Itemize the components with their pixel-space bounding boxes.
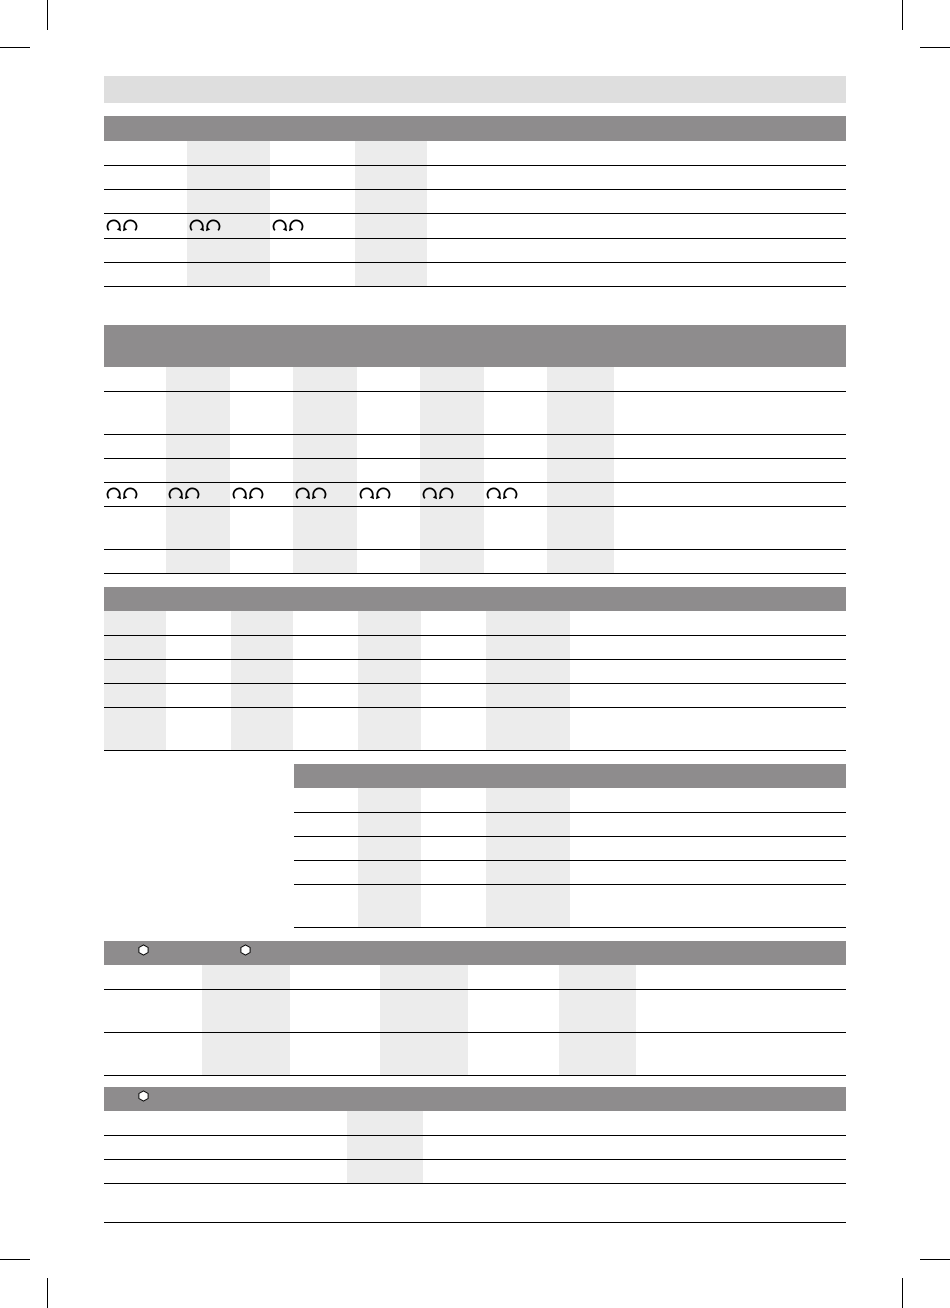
table-cell <box>420 367 484 391</box>
table-cell <box>230 391 293 434</box>
table-cell <box>355 189 427 213</box>
table-cell <box>427 189 846 213</box>
table-cell <box>486 707 570 750</box>
table-cell <box>358 611 421 635</box>
table-cell <box>358 707 421 750</box>
table-cell <box>270 189 355 213</box>
section-header <box>294 764 846 788</box>
table-cell <box>420 549 484 573</box>
table-cell <box>270 213 355 238</box>
table-row <box>104 238 846 262</box>
table-cell <box>486 611 570 635</box>
table-cell <box>202 965 290 989</box>
table-cell <box>293 434 357 458</box>
table-cell <box>421 860 486 884</box>
table-row <box>104 165 846 189</box>
table-cell <box>484 367 547 391</box>
table-cell <box>421 836 486 860</box>
table-cell <box>230 458 293 482</box>
table-cell <box>202 989 290 1032</box>
table-cell <box>166 434 230 458</box>
table-row <box>104 707 846 750</box>
table-cell <box>104 707 166 750</box>
table-cell <box>420 506 484 549</box>
table-row <box>104 262 846 286</box>
table-cell <box>427 262 846 286</box>
table-cell <box>547 391 614 434</box>
table-cell <box>104 635 166 659</box>
crop-mark-bottom-left-h <box>0 1259 30 1260</box>
table-row <box>294 788 846 812</box>
table-cell <box>231 659 293 683</box>
table-cell <box>357 482 420 506</box>
table-row <box>104 989 846 1032</box>
section-header <box>104 1087 846 1111</box>
table-cell <box>614 482 846 506</box>
crop-mark-top-left-v <box>47 0 48 30</box>
table-cell <box>104 458 166 482</box>
table-cell <box>423 1159 846 1183</box>
table-cell <box>547 434 614 458</box>
table-cell <box>166 683 231 707</box>
table-cell <box>104 989 202 1032</box>
crop-mark-bottom-left-v <box>47 1278 48 1308</box>
table-cell <box>104 1032 202 1075</box>
table-cell <box>270 262 355 286</box>
data-table <box>294 788 846 928</box>
table-cell <box>421 659 486 683</box>
table-row <box>104 189 846 213</box>
table-cell <box>358 635 421 659</box>
rotation-direction-icon <box>359 487 391 501</box>
table-cell <box>293 707 358 750</box>
table-cell <box>468 965 559 989</box>
table-cell <box>187 141 270 165</box>
table-cell <box>347 1135 423 1159</box>
section-header <box>104 587 846 611</box>
table-row <box>294 884 846 927</box>
table-cell <box>358 860 421 884</box>
table-row <box>104 635 846 659</box>
table-cell <box>636 1032 846 1075</box>
table-cell <box>347 1111 423 1135</box>
table-row <box>104 659 846 683</box>
table-cell <box>104 1159 347 1183</box>
spec-table-2 <box>104 325 846 574</box>
table-cell <box>559 1032 636 1075</box>
table-row <box>104 549 846 573</box>
table-cell <box>270 165 355 189</box>
table-cell <box>166 482 230 506</box>
table-cell <box>570 611 846 635</box>
table-cell <box>547 506 614 549</box>
crop-mark-top-right-h <box>920 47 950 48</box>
table-row <box>104 141 846 165</box>
table-cell <box>427 238 846 262</box>
table-cell <box>166 659 231 683</box>
spec-table-5 <box>104 941 846 1076</box>
table-cell <box>293 611 358 635</box>
table-cell <box>357 391 420 434</box>
table-cell <box>293 367 357 391</box>
rotation-direction-icon <box>168 487 200 501</box>
table-cell <box>230 434 293 458</box>
table-row <box>294 836 846 860</box>
table-cell <box>290 1032 380 1075</box>
table-cell <box>420 482 484 506</box>
table-row <box>104 213 846 238</box>
table-cell <box>357 458 420 482</box>
table-cell <box>355 141 427 165</box>
table-cell <box>187 189 270 213</box>
table-cell <box>420 434 484 458</box>
table-row <box>104 683 846 707</box>
rotation-direction-icon <box>295 487 327 501</box>
spec-table-1 <box>104 116 846 287</box>
table-cell <box>230 367 293 391</box>
table-cell <box>486 683 570 707</box>
spec-table-4 <box>294 764 846 928</box>
table-cell <box>570 788 846 812</box>
table-cell <box>486 836 570 860</box>
table-cell <box>166 391 230 434</box>
data-table <box>104 1111 846 1223</box>
table-cell <box>293 659 358 683</box>
table-cell <box>468 989 559 1032</box>
table-cell <box>614 434 846 458</box>
hexagon-icon <box>240 944 251 956</box>
crop-mark-bottom-right-h <box>920 1259 950 1260</box>
hexagon-icon <box>138 1090 149 1102</box>
hexagon-icon <box>138 944 149 956</box>
table-row <box>104 1183 846 1222</box>
data-table <box>104 611 846 751</box>
crop-mark-top-left-h <box>0 47 30 48</box>
table-cell <box>104 391 166 434</box>
table-cell <box>358 683 421 707</box>
table-cell <box>104 367 166 391</box>
table-cell <box>358 836 421 860</box>
table-cell <box>357 506 420 549</box>
table-row <box>104 367 846 391</box>
table-cell <box>380 1032 468 1075</box>
table-cell <box>355 262 427 286</box>
table-cell <box>294 788 358 812</box>
table-cell <box>614 367 846 391</box>
crop-mark-top-right-v <box>902 0 903 30</box>
table-cell <box>421 812 486 836</box>
table-cell <box>486 788 570 812</box>
data-table <box>104 367 846 574</box>
table-row <box>104 434 846 458</box>
table-row <box>104 482 846 506</box>
table-cell <box>231 707 293 750</box>
table-cell <box>358 659 421 683</box>
table-cell <box>270 141 355 165</box>
table-cell <box>104 434 166 458</box>
table-cell <box>570 836 846 860</box>
rotation-direction-icon <box>422 487 454 501</box>
table-cell <box>484 458 547 482</box>
table-cell <box>358 788 421 812</box>
rotation-direction-icon <box>272 219 304 233</box>
table-cell <box>486 659 570 683</box>
table-cell <box>231 635 293 659</box>
table-cell <box>355 213 427 238</box>
table-cell <box>187 262 270 286</box>
table-cell <box>166 611 231 635</box>
table-cell <box>547 458 614 482</box>
table-cell <box>355 238 427 262</box>
table-cell <box>166 506 230 549</box>
table-cell <box>486 812 570 836</box>
table-row <box>104 1159 846 1183</box>
table-cell <box>294 884 358 927</box>
table-cell <box>636 965 846 989</box>
table-cell <box>614 549 846 573</box>
section-header <box>104 116 846 141</box>
table-cell <box>570 860 846 884</box>
table-cell <box>294 836 358 860</box>
table-cell <box>484 506 547 549</box>
table-cell <box>104 611 166 635</box>
table-cell <box>427 213 846 238</box>
section-header <box>104 941 846 965</box>
table-cell <box>614 391 846 434</box>
table-row <box>104 611 846 635</box>
rotation-direction-icon <box>106 219 138 233</box>
table-cell <box>166 367 230 391</box>
table-cell <box>104 549 166 573</box>
table-cell <box>380 965 468 989</box>
table-cell <box>614 458 846 482</box>
table-cell <box>570 659 846 683</box>
table-row <box>294 812 846 836</box>
rotation-direction-icon <box>486 487 518 501</box>
table-cell <box>427 141 846 165</box>
table-cell <box>559 965 636 989</box>
table-cell <box>357 367 420 391</box>
table-cell <box>421 611 486 635</box>
table-cell <box>202 1032 290 1075</box>
table-cell <box>421 635 486 659</box>
table-cell <box>187 213 270 238</box>
table-cell <box>423 1135 846 1159</box>
rotation-direction-icon <box>232 487 264 501</box>
table-cell <box>484 391 547 434</box>
table-cell <box>484 549 547 573</box>
table-cell <box>357 549 420 573</box>
table-cell <box>104 506 166 549</box>
table-cell <box>484 482 547 506</box>
rotation-direction-icon <box>106 487 138 501</box>
table-cell <box>104 965 202 989</box>
table-cell <box>104 213 187 238</box>
table-cell <box>104 262 187 286</box>
table-row <box>104 458 846 482</box>
table-cell <box>570 683 846 707</box>
table-cell <box>104 141 187 165</box>
table-cell <box>104 1135 347 1159</box>
table-row <box>104 965 846 989</box>
crop-mark-bottom-right-v <box>902 1278 903 1308</box>
table-cell <box>420 391 484 434</box>
table-cell <box>484 434 547 458</box>
table-cell <box>547 482 614 506</box>
table-cell <box>104 189 187 213</box>
table-cell <box>468 1032 559 1075</box>
table-cell <box>166 458 230 482</box>
table-cell <box>570 635 846 659</box>
table-cell <box>104 659 166 683</box>
table-cell <box>293 391 357 434</box>
table-cell <box>290 965 380 989</box>
table-cell <box>293 549 357 573</box>
table-cell <box>420 458 484 482</box>
table-cell <box>104 238 187 262</box>
table-cell <box>230 482 293 506</box>
table-cell <box>355 165 427 189</box>
table-cell <box>547 367 614 391</box>
table-cell <box>636 989 846 1032</box>
table-cell <box>559 989 636 1032</box>
data-table <box>104 141 846 287</box>
table-cell <box>570 707 846 750</box>
page-header-bar <box>104 76 846 103</box>
spec-table-6 <box>104 1087 846 1223</box>
table-cell <box>290 989 380 1032</box>
table-cell <box>421 788 486 812</box>
table-cell <box>421 683 486 707</box>
table-row <box>104 1032 846 1075</box>
table-cell <box>104 683 166 707</box>
table-row <box>104 506 846 549</box>
table-cell <box>166 707 231 750</box>
table-row <box>104 1111 846 1135</box>
table-cell <box>293 458 357 482</box>
table-cell <box>570 884 846 927</box>
table-cell <box>486 884 570 927</box>
table-cell <box>166 635 231 659</box>
table-cell <box>486 635 570 659</box>
rotation-direction-icon <box>189 219 221 233</box>
table-cell <box>231 611 293 635</box>
table-cell <box>380 989 468 1032</box>
table-cell <box>104 165 187 189</box>
section-header <box>104 325 846 367</box>
table-cell <box>294 860 358 884</box>
table-cell <box>230 506 293 549</box>
table-cell <box>358 884 421 927</box>
table-row <box>104 1135 846 1159</box>
table-cell <box>357 434 420 458</box>
table-cell <box>293 635 358 659</box>
table-cell <box>294 812 358 836</box>
table-cell <box>423 1111 846 1135</box>
table-cell <box>421 707 486 750</box>
table-cell <box>547 549 614 573</box>
table-cell <box>293 482 357 506</box>
table-cell <box>358 812 421 836</box>
table-row <box>104 391 846 434</box>
table-cell <box>570 812 846 836</box>
table-cell <box>270 238 355 262</box>
data-table <box>104 965 846 1076</box>
table-cell <box>614 506 846 549</box>
spec-table-3 <box>104 587 846 751</box>
table-cell <box>421 884 486 927</box>
table-cell <box>427 165 846 189</box>
table-cell <box>293 506 357 549</box>
table-cell <box>231 683 293 707</box>
table-cell <box>166 549 230 573</box>
table-row <box>294 860 846 884</box>
table-cell <box>187 165 270 189</box>
table-cell <box>187 238 270 262</box>
table-cell <box>104 1183 846 1222</box>
table-cell <box>347 1159 423 1183</box>
table-cell <box>104 1111 347 1135</box>
table-cell <box>230 549 293 573</box>
table-cell <box>104 482 166 506</box>
table-cell <box>293 683 358 707</box>
table-cell <box>486 860 570 884</box>
